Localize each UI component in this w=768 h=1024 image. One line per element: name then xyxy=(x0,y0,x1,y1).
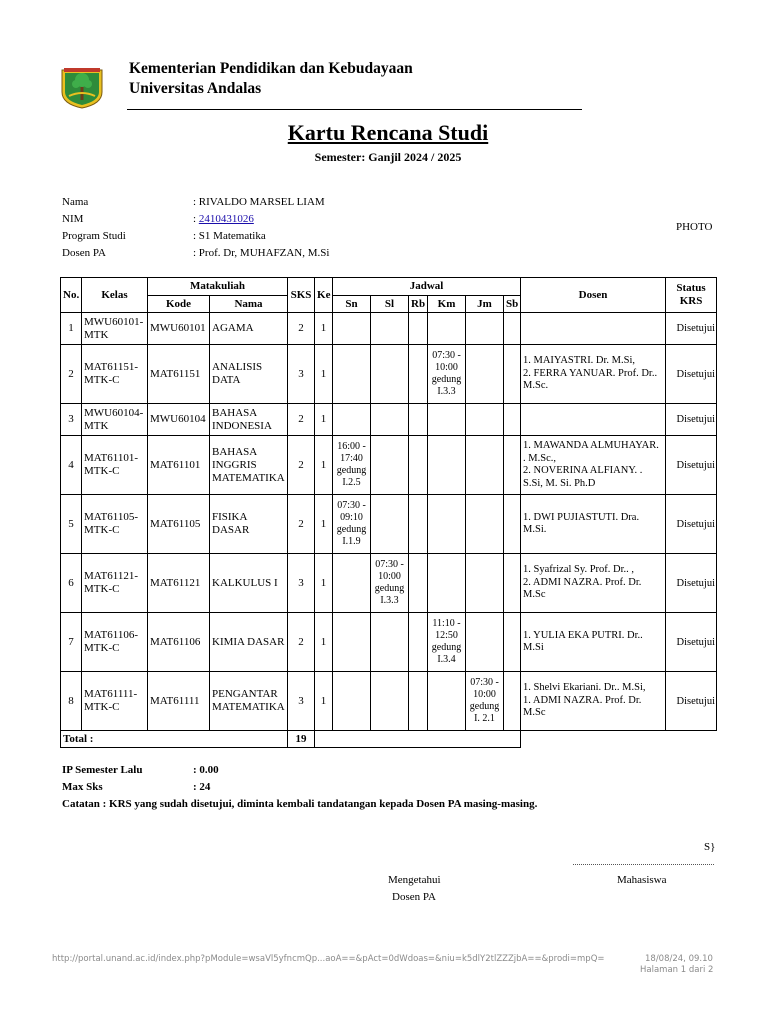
table-row xyxy=(61,436,717,495)
row-dosen xyxy=(521,554,666,613)
row-sks: 2 xyxy=(288,313,315,345)
row-kelas: MAT61111-MTK-C xyxy=(82,672,148,731)
row-dosen xyxy=(521,404,666,436)
schedule-sb xyxy=(504,436,521,495)
footer-url: http://portal.unand.ac.id/index.php?pModule=wsaVl5yfncmQp...aoA==&pAct=0dWdoas=&niu=k5dlY2tlZZZjbA==&prodi=mpQ= xyxy=(52,954,605,964)
row-sks: 2 xyxy=(288,613,315,672)
dosen-entry: 1. MAIYASTRI. Dr. M.Si, xyxy=(523,355,636,367)
dosen-entry: 1. DWI PUJIASTUTI. Dra. M.Si. xyxy=(523,511,640,535)
schedule-rb xyxy=(409,404,428,436)
schedule-location: gedung I.3.3 xyxy=(431,374,462,397)
table-row xyxy=(61,613,717,672)
schedule-sn xyxy=(333,313,371,345)
row-status: Disetujui xyxy=(666,404,717,436)
nim-prefix: : xyxy=(193,213,199,225)
header-divider xyxy=(127,109,582,110)
row-sks: 2 xyxy=(288,404,315,436)
signature-mark: S} xyxy=(704,841,716,853)
total-empty xyxy=(315,731,521,748)
schedule-sl xyxy=(371,613,409,672)
schedule-km xyxy=(428,313,466,345)
dosen-entry: 1. MAWANDA ALMUHAYAR. . M.Sc., xyxy=(523,440,659,464)
header-day-sn: Sn xyxy=(333,296,371,313)
schedule-location: gedung I.1.9 xyxy=(336,524,367,547)
signature-mahasiswa: Mahasiswa xyxy=(617,874,667,886)
row-ke: 1 xyxy=(315,613,333,672)
krs-table xyxy=(60,277,717,748)
max-sks-label: Max Sks xyxy=(62,781,103,793)
row-ke: 1 xyxy=(315,345,333,404)
schedule-sl xyxy=(371,436,409,495)
schedule-sl xyxy=(371,404,409,436)
ip-label: IP Semester Lalu xyxy=(62,764,143,776)
name-label: Nama xyxy=(62,196,89,208)
signature-dosen-pa: Dosen PA xyxy=(392,891,436,903)
row-kelas: MAT61121-MTK-C xyxy=(82,554,148,613)
row-nama: BAHASA INGGRIS MATEMATIKA xyxy=(210,436,288,495)
advisor-label: Dosen PA xyxy=(62,247,106,259)
schedule-km xyxy=(428,404,466,436)
table-row xyxy=(61,554,717,613)
row-nama: AGAMA xyxy=(210,313,288,345)
schedule-km xyxy=(428,672,466,731)
schedule-time: 07:30 - 10:00 xyxy=(375,559,404,582)
schedule-rb xyxy=(409,436,428,495)
row-kode: MWU60104 xyxy=(148,404,210,436)
header-no: No. xyxy=(61,278,82,313)
row-status: Disetujui xyxy=(666,613,717,672)
schedule-rb xyxy=(409,313,428,345)
row-dosen xyxy=(521,436,666,495)
header-jadwal: Jadwal xyxy=(333,278,521,296)
schedule-sl xyxy=(371,495,409,554)
row-dosen xyxy=(521,345,666,404)
table-row xyxy=(61,495,717,554)
schedule-rb xyxy=(409,345,428,404)
table-row xyxy=(61,672,717,731)
row-kelas: MWU60104-MTK xyxy=(82,404,148,436)
header-day-jm: Jm xyxy=(466,296,504,313)
header-day-sb: Sb xyxy=(504,296,521,313)
schedule-jm xyxy=(466,313,504,345)
ip-value: : 0.00 xyxy=(193,764,219,776)
header-day-km: Km xyxy=(428,296,466,313)
dosen-entry: 1. YULIA EKA PUTRI. Dr.. M.Si xyxy=(523,629,643,653)
row-nama: BAHASA INDONESIA xyxy=(210,404,288,436)
row-dosen xyxy=(521,313,666,345)
row-kode: MWU60101 xyxy=(148,313,210,345)
schedule-time: 07:30 - 09:10 xyxy=(337,500,366,523)
row-sks: 3 xyxy=(288,672,315,731)
schedule-location: gedung I. 2.1 xyxy=(469,701,500,724)
header-matakuliah: Matakuliah xyxy=(148,278,288,296)
schedule-location: gedung I.3.3 xyxy=(374,583,405,606)
schedule-jm xyxy=(466,436,504,495)
row-kode: MAT61105 xyxy=(148,495,210,554)
schedule-km xyxy=(428,345,466,404)
header-status-line1: Status xyxy=(676,282,706,294)
row-nama: KALKULUS I xyxy=(210,554,288,613)
header-dosen: Dosen xyxy=(521,278,666,313)
row-no: 8 xyxy=(61,672,82,731)
row-nama: PENGANTAR MATEMATIKA xyxy=(210,672,288,731)
schedule-jm xyxy=(466,495,504,554)
krs-table-body xyxy=(61,313,717,748)
schedule-sn xyxy=(333,404,371,436)
schedule-sn xyxy=(333,554,371,613)
page-title: Kartu Rencana Studi xyxy=(287,120,489,145)
schedule-km xyxy=(428,613,466,672)
header-ke: Ke xyxy=(315,278,333,313)
dosen-entry: 2. ADMI NAZRA. Prof. Dr. M.Sc xyxy=(523,576,642,601)
row-ke: 1 xyxy=(315,404,333,436)
schedule-sn xyxy=(333,613,371,672)
institution-university: Universitas Andalas xyxy=(129,80,262,97)
row-no: 1 xyxy=(61,313,82,345)
schedule-jm xyxy=(466,554,504,613)
total-blank xyxy=(521,731,717,748)
schedule-sn xyxy=(333,495,371,554)
dosen-entry: 2. FERRA YANUAR. Prof. Dr.. M.Sc. xyxy=(523,367,658,392)
schedule-rb xyxy=(409,672,428,731)
row-ke: 1 xyxy=(315,554,333,613)
schedule-time: 07:30 - 10:00 xyxy=(470,677,499,700)
schedule-rb xyxy=(409,554,428,613)
schedule-sb xyxy=(504,345,521,404)
dosen-entry: 1. ADMI NAZRA. Prof. Dr. M.Sc xyxy=(523,694,642,719)
row-sks: 2 xyxy=(288,436,315,495)
row-no: 6 xyxy=(61,554,82,613)
dosen-entry: 1. Shelvi Ekariani. Dr.. M.Si, xyxy=(523,682,646,694)
schedule-sn xyxy=(333,672,371,731)
program-label: Program Studi xyxy=(62,230,126,242)
schedule-sl xyxy=(371,554,409,613)
row-nama: KIMIA DASAR xyxy=(210,613,288,672)
schedule-jm xyxy=(466,613,504,672)
schedule-sb xyxy=(504,404,521,436)
dosen-entry: 1. Syafrizal Sy. Prof. Dr.. , xyxy=(523,564,635,576)
schedule-sn xyxy=(333,345,371,404)
schedule-sl xyxy=(371,313,409,345)
signature-mengetahui: Mengetahui xyxy=(388,874,441,886)
row-nama: FISIKA DASAR xyxy=(210,495,288,554)
schedule-km xyxy=(428,495,466,554)
total-sks: 19 xyxy=(288,731,315,748)
schedule-jm xyxy=(466,345,504,404)
row-kelas: MAT61105-MTK-C xyxy=(82,495,148,554)
schedule-sn xyxy=(333,436,371,495)
row-kelas: MAT61151-MTK-C xyxy=(82,345,148,404)
row-dosen xyxy=(521,672,666,731)
row-status: Disetujui xyxy=(666,345,717,404)
row-kode: MAT61106 xyxy=(148,613,210,672)
schedule-sb xyxy=(504,554,521,613)
header-day-rb: Rb xyxy=(409,296,428,313)
row-kelas: MAT61101-MTK-C xyxy=(82,436,148,495)
row-kode: MAT61111 xyxy=(148,672,210,731)
row-ke: 1 xyxy=(315,436,333,495)
row-no: 3 xyxy=(61,404,82,436)
row-status: Disetujui xyxy=(666,495,717,554)
table-row xyxy=(61,313,717,345)
row-no: 5 xyxy=(61,495,82,554)
nim-value-wrap xyxy=(193,213,254,225)
schedule-location: gedung I.3.4 xyxy=(431,642,462,665)
header-sks: SKS xyxy=(288,278,315,313)
header-status-line2: KRS xyxy=(679,295,703,307)
row-status: Disetujui xyxy=(666,672,717,731)
row-ke: 1 xyxy=(315,495,333,554)
header-nama: Nama xyxy=(210,296,288,313)
name-value: : RIVALDO MARSEL LIAM xyxy=(193,196,325,208)
total-label: Total : xyxy=(61,731,288,748)
row-nama: ANALISIS DATA xyxy=(210,345,288,404)
schedule-sb xyxy=(504,613,521,672)
row-ke: 1 xyxy=(315,313,333,345)
schedule-km xyxy=(428,554,466,613)
row-sks: 2 xyxy=(288,495,315,554)
header-day-sl: Sl xyxy=(371,296,409,313)
photo-placeholder: PHOTO xyxy=(676,221,713,233)
header-kelas: Kelas xyxy=(82,278,148,313)
schedule-location: gedung I.2.5 xyxy=(336,465,367,488)
max-sks-value: : 24 xyxy=(193,781,211,793)
schedule-sb xyxy=(504,313,521,345)
schedule-km xyxy=(428,436,466,495)
footer-page: Halaman 1 dari 2 xyxy=(640,965,714,975)
row-no: 4 xyxy=(61,436,82,495)
signature-line xyxy=(573,864,714,865)
schedule-time: 11:10 - 12:50 xyxy=(432,618,461,641)
schedule-rb xyxy=(409,495,428,554)
row-sks: 3 xyxy=(288,554,315,613)
row-dosen xyxy=(521,613,666,672)
row-status: Disetujui xyxy=(666,436,717,495)
schedule-time: 07:30 - 10:00 xyxy=(432,350,461,373)
advisor-value: : Prof. Dr, MUHAFZAN, M.Si xyxy=(193,247,330,259)
semester-label: Semester: Ganjil 2024 / 2025 xyxy=(314,150,462,164)
table-row xyxy=(61,345,717,404)
row-no: 2 xyxy=(61,345,82,404)
row-status: Disetujui xyxy=(666,554,717,613)
schedule-rb xyxy=(409,613,428,672)
row-ke: 1 xyxy=(315,672,333,731)
row-kelas: MWU60101-MTK xyxy=(82,313,148,345)
schedule-jm xyxy=(466,404,504,436)
row-kode: MAT61151 xyxy=(148,345,210,404)
footer-datetime: 18/08/24, 09.10 xyxy=(645,954,713,964)
program-value: : S1 Matematika xyxy=(193,230,266,242)
nim-link[interactable]: 2410431026 xyxy=(198,213,254,225)
schedule-sl xyxy=(371,672,409,731)
nim-label: NIM xyxy=(62,213,84,225)
row-status: Disetujui xyxy=(666,313,717,345)
institution-ministry: Kementerian Pendidikan dan Kebudayaan xyxy=(129,60,413,77)
note-text: Catatan : KRS yang sudah disetujui, diminta kembali tandatangan kepada Dosen PA masing-masing. xyxy=(62,798,538,810)
row-kode: MAT61101 xyxy=(148,436,210,495)
row-kode: MAT61121 xyxy=(148,554,210,613)
schedule-time: 16:00 - 17:40 xyxy=(337,441,366,464)
header-status xyxy=(666,278,717,313)
header-kode: Kode xyxy=(148,296,210,313)
dosen-entry: 2. NOVERINA ALFIANY. . S.Si, M. Si. Ph.D xyxy=(523,465,643,489)
university-logo xyxy=(60,66,104,110)
row-no: 7 xyxy=(61,613,82,672)
schedule-sl xyxy=(371,345,409,404)
row-dosen xyxy=(521,495,666,554)
schedule-sb xyxy=(504,672,521,731)
table-row xyxy=(61,404,717,436)
schedule-sb xyxy=(504,495,521,554)
total-row xyxy=(61,731,717,748)
row-sks: 3 xyxy=(288,345,315,404)
schedule-jm xyxy=(466,672,504,731)
row-kelas: MAT61106-MTK-C xyxy=(82,613,148,672)
